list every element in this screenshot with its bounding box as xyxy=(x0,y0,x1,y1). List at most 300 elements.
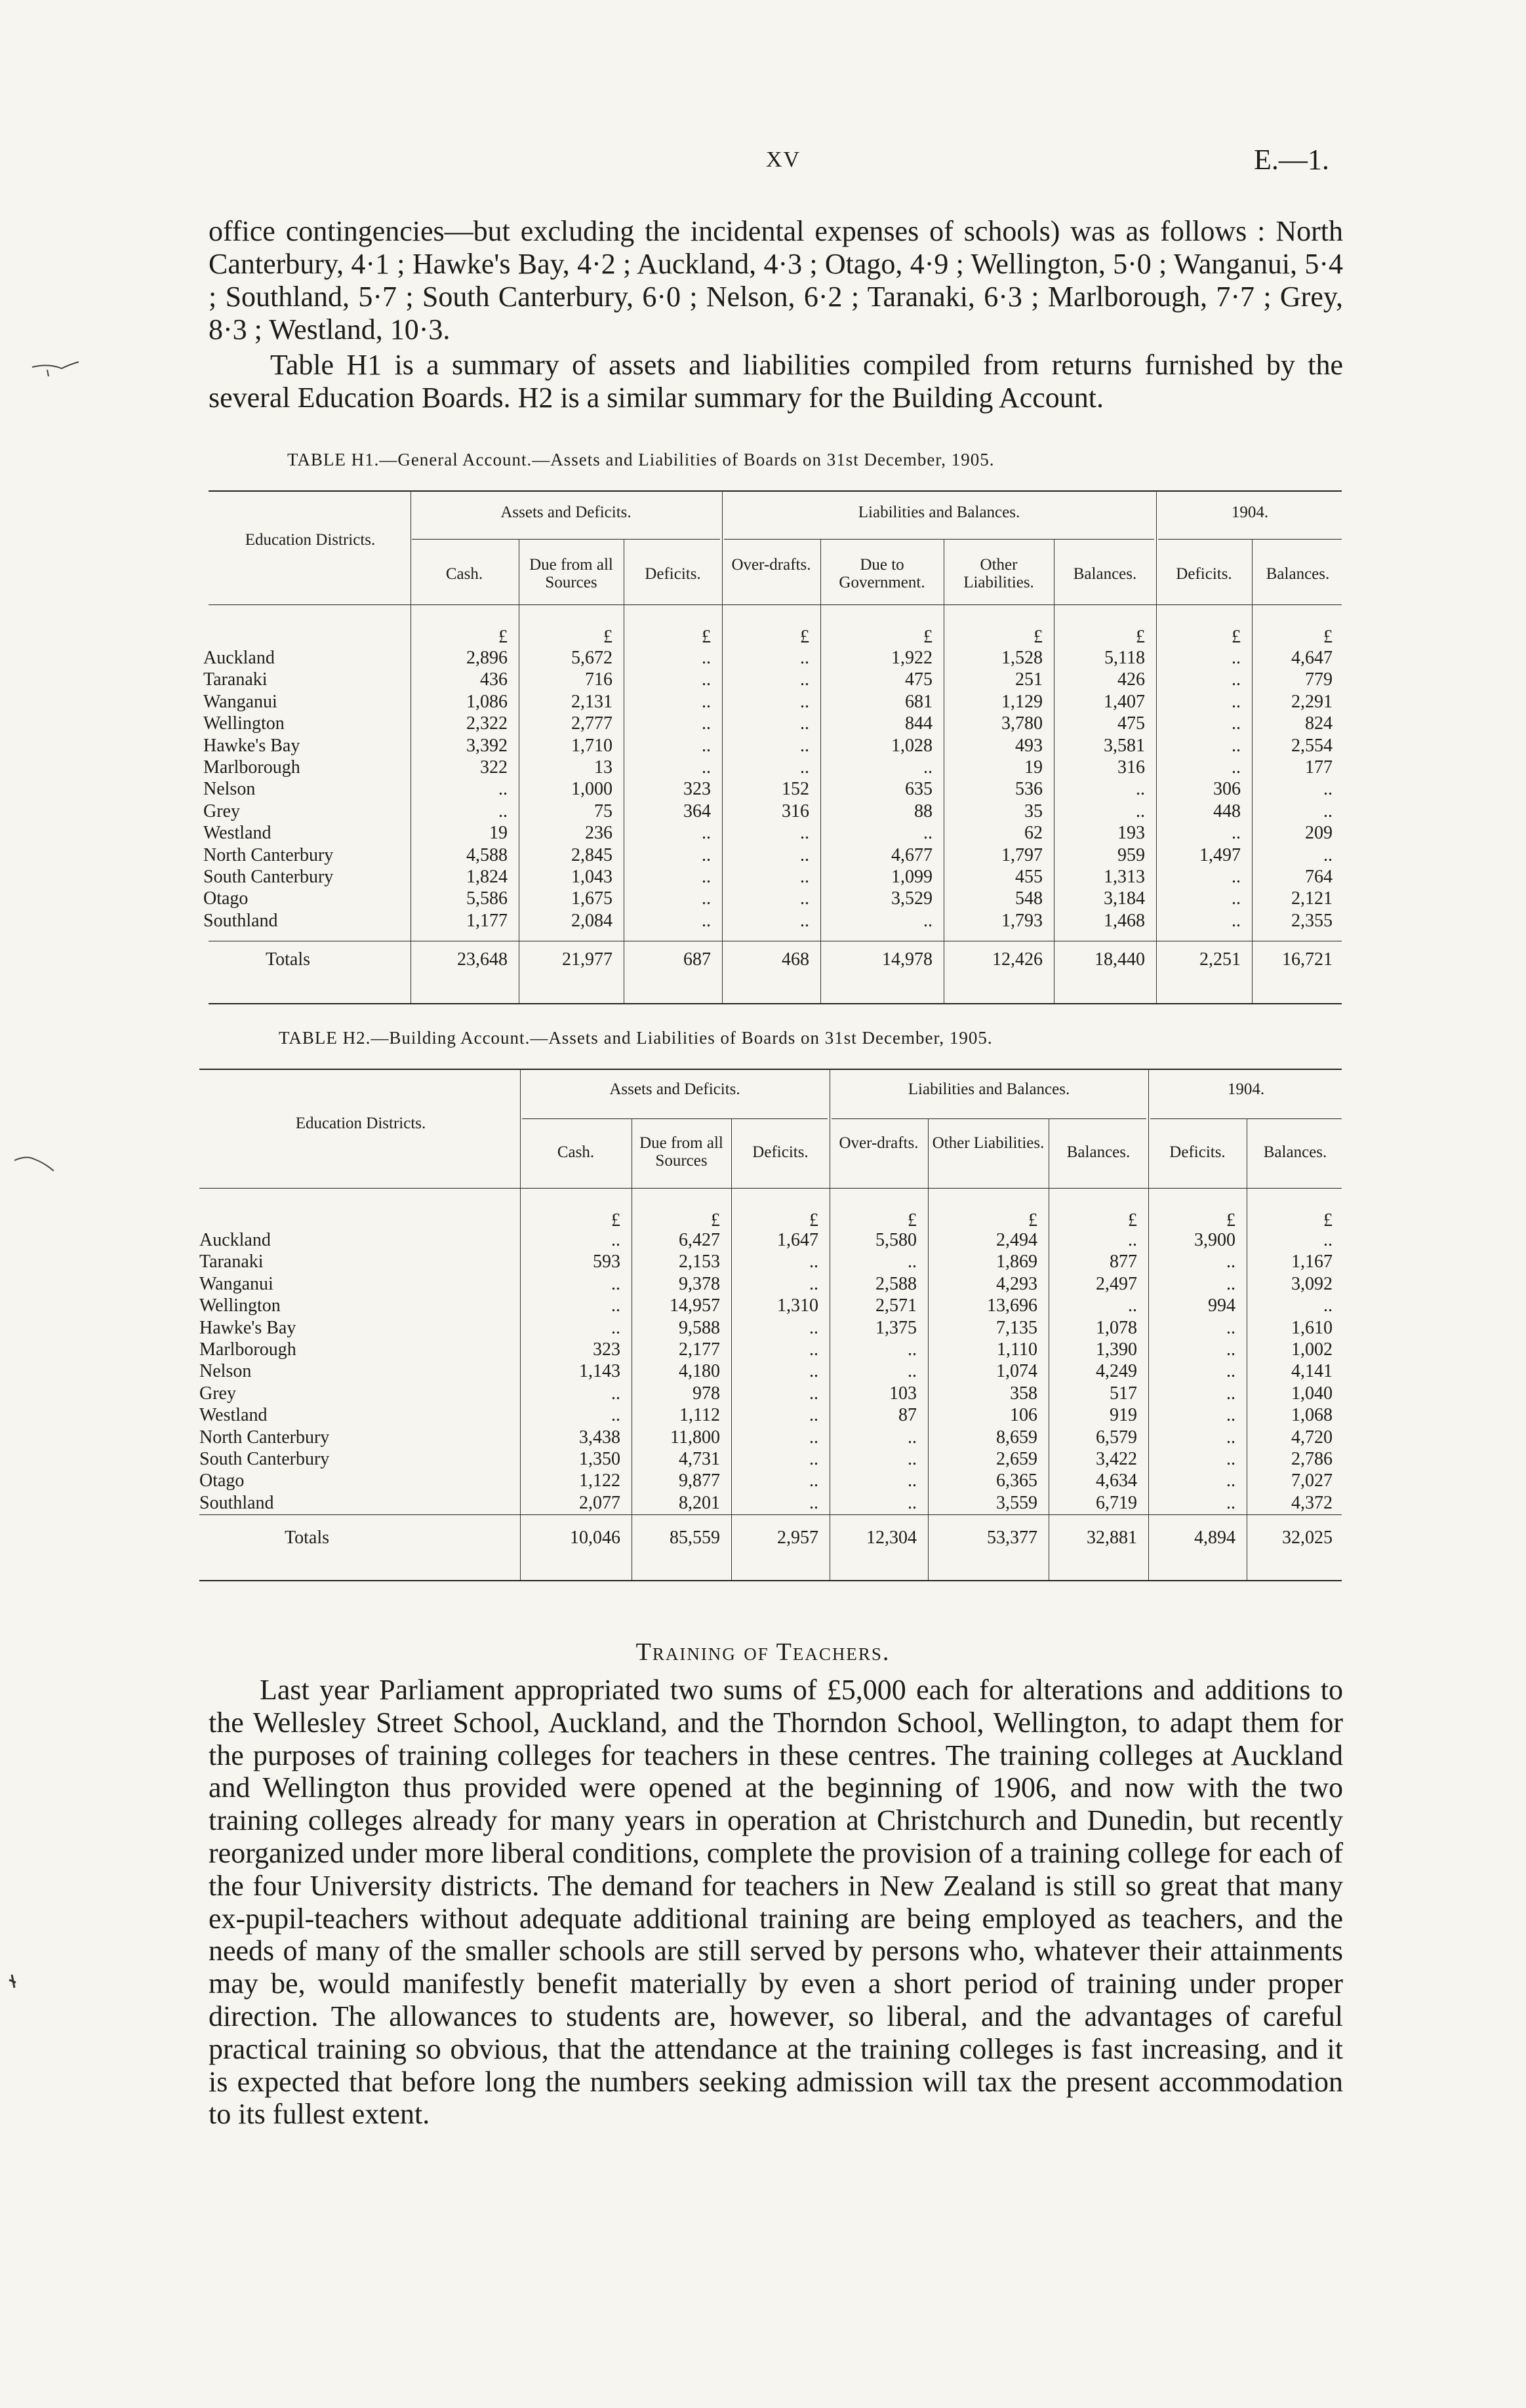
table_h1-cell: .. xyxy=(800,669,809,690)
table_h1-cell: 2,322 xyxy=(466,713,508,734)
table_h1-totals-cell: 14,978 xyxy=(882,949,933,970)
table_h1-cell: 681 xyxy=(905,691,933,712)
table_h1-cell: .. xyxy=(702,757,711,778)
table_h2-totals-cell: 85,559 xyxy=(670,1528,720,1548)
table_h1-cell: .. xyxy=(800,844,809,865)
table-h2-caption: TABLE H2.—Building Account.—Assets and Liabilities of Boards on 31st December, 1905. xyxy=(279,1028,993,1048)
table_h2-cell: 4,720 xyxy=(1291,1427,1333,1448)
table_h1-district-name: Wellington xyxy=(203,713,285,734)
table_h2-totals-cell: 53,377 xyxy=(987,1528,1037,1548)
table_h2-column-divider xyxy=(928,1118,929,1580)
table_h1-district-name: Nelson xyxy=(203,779,256,800)
table_h2-district-name: Wellington xyxy=(199,1295,281,1316)
table_h1-column-header: Other Liabilities. xyxy=(963,556,1034,591)
table_h1-cell: 1,407 xyxy=(1104,691,1145,712)
table_h1-column-divider xyxy=(820,539,821,1003)
table_h1-cell: .. xyxy=(1232,823,1241,844)
table_h2-cell: .. xyxy=(1226,1492,1235,1513)
table_h1-cell: .. xyxy=(800,910,809,931)
table_h2-group-header: Liabilities and Balances. xyxy=(908,1080,1070,1098)
table_h1-cell: 716 xyxy=(585,669,612,690)
table_h2-cell: .. xyxy=(1226,1449,1235,1469)
table_h2-group-header: 1904. xyxy=(1227,1080,1265,1098)
table_h2-cell: 87 xyxy=(898,1405,917,1426)
table_h2-cell: 7,027 xyxy=(1291,1470,1333,1491)
table_h1-cell: 13 xyxy=(594,757,612,778)
table_h1-currency-symbol: £ xyxy=(1232,627,1241,647)
table_h1-cell: 2,121 xyxy=(1291,888,1333,909)
table_h1-cell: 1,710 xyxy=(571,735,612,756)
table_h2-currency-symbol: £ xyxy=(711,1210,720,1231)
table_h2-cell: 4,141 xyxy=(1291,1361,1333,1382)
table_h2-district-name: Taranaki xyxy=(199,1252,264,1273)
table_h1-cell: .. xyxy=(1136,800,1145,821)
table_h1-cell: 4,677 xyxy=(891,844,933,865)
table_h2-district-name: Grey xyxy=(199,1383,236,1404)
table_h2-cell: 106 xyxy=(1010,1405,1037,1426)
table_h2-cell: .. xyxy=(809,1273,818,1294)
table_h2-cell: .. xyxy=(1226,1383,1235,1404)
table_h1-cell: 844 xyxy=(905,713,933,734)
table_h1-cell: .. xyxy=(800,735,809,756)
table_h1-district-name: South Canterbury xyxy=(203,867,334,887)
table_h2-group-rule xyxy=(522,1118,828,1119)
margin-mark-3 xyxy=(3,1972,22,1992)
table_h1-column-header: Balances. xyxy=(1266,565,1330,583)
table_h1-bottom-rule xyxy=(209,1003,1342,1004)
table_h2-cell: 4,634 xyxy=(1096,1470,1137,1491)
table_h1-cell: .. xyxy=(498,779,508,800)
table_h1-cell: 455 xyxy=(1015,867,1043,887)
table_h1-cell: 3,184 xyxy=(1104,888,1145,909)
table_h2-cell: .. xyxy=(908,1361,917,1382)
table_h2-cell: .. xyxy=(611,1405,620,1426)
table_h1-cell: 1,468 xyxy=(1104,910,1145,931)
table_h2-column-header: Deficits. xyxy=(1169,1143,1226,1161)
table_h2-cell: 4,249 xyxy=(1096,1361,1137,1382)
table_h1-cell: 2,777 xyxy=(571,713,612,734)
table_h1-cell: .. xyxy=(1232,648,1241,668)
table_h1-cell: 251 xyxy=(1015,669,1043,690)
table_h2-cell: .. xyxy=(611,1273,620,1294)
table_h1-totals-cell: 687 xyxy=(683,949,711,970)
table_h1-column-header: Due to Government. xyxy=(839,556,925,591)
table_h2-totals-cell: 10,046 xyxy=(570,1528,620,1548)
table_h1-district-name: Marlborough xyxy=(203,757,300,778)
table_h1-cell: .. xyxy=(702,669,711,690)
table_h1-cell: 1,177 xyxy=(466,910,508,931)
table_h2-cell: 2,494 xyxy=(996,1230,1037,1250)
training-paragraph: Last year Parliament appropriated two sums of £5,000 each for alterations and additions to the Wellesley Street School, Auckland, and the Thorndon School, Wellington, to adapt them for the purposes of training colleges for teachers in these centres. The training colleges at Auckland and Wellington thus provided were opened at the beginning of 1906, and now with the two training colleges already for many years in operation at Christchurch and Dunedin, but recently reorganized under more liberal conditions, complete the provision of a training college for each of the four University districts. The demand for teachers in New Zealand is still so great that many ex-pupil-teachers without adequate additional training are being employed as teachers, and the needs of many of the smaller schools are still served by persons who, whatever their attainments may be, would manifestly benefit materially by even a short period of training under proper direction. The allowances to students are, however, so liberal, and the advantages of careful practical training so obvious, that the attendance at the training colleges is fast increasing, and it is expected that before long the numbers seeking admission will tax the present accommodation to its fullest extent. xyxy=(209,1674,1343,2131)
table_h1-cell: 436 xyxy=(480,669,508,690)
table_h2-cell: 978 xyxy=(693,1383,720,1404)
table_h1-cell: 1,497 xyxy=(1199,844,1241,865)
table_h1-cell: 316 xyxy=(782,800,809,821)
table_h1-cell: .. xyxy=(800,867,809,887)
table_h1-cell: .. xyxy=(1232,713,1241,734)
table_h2-cell: 1,068 xyxy=(1291,1405,1333,1426)
table_h1-cell: 1,000 xyxy=(571,779,612,800)
table_h2-currency-symbol: £ xyxy=(809,1210,818,1231)
table_h1-column-header: Over-drafts. xyxy=(731,556,811,574)
table_h1-currency-symbol: £ xyxy=(800,627,809,647)
table_h2-cell: 1,074 xyxy=(996,1361,1037,1382)
table_h2-cell: .. xyxy=(611,1317,620,1338)
table_h1-district-name: North Canterbury xyxy=(203,844,334,865)
table_h2-cell: 2,177 xyxy=(679,1339,720,1360)
table_h2-cell: 4,731 xyxy=(679,1449,720,1469)
table_h2-currency-symbol: £ xyxy=(1323,1210,1333,1231)
table_h1-cell: .. xyxy=(1323,779,1333,800)
table_h2-column-divider xyxy=(520,1069,521,1580)
table_h2-cell: .. xyxy=(1128,1230,1137,1250)
table_h2-cell: .. xyxy=(1226,1405,1235,1426)
table_h2-cell: 3,559 xyxy=(996,1492,1037,1513)
table_h1-cell: .. xyxy=(800,757,809,778)
table_h1-cell: .. xyxy=(702,691,711,712)
table_h2-top-rule xyxy=(199,1069,1342,1070)
table_h1-cell: 1,028 xyxy=(891,735,933,756)
table_h2-cell: .. xyxy=(908,1470,917,1491)
document-reference: E.—1. xyxy=(1254,144,1329,176)
table_h2-district-name: Marlborough xyxy=(199,1339,296,1360)
table_h1-cell: 536 xyxy=(1015,779,1043,800)
table_h1-cell: .. xyxy=(923,823,933,844)
table_h2-currency-symbol: £ xyxy=(1028,1210,1037,1231)
table_h2-totals-cell: 2,957 xyxy=(777,1528,818,1548)
table_h1-totals-cell: 12,426 xyxy=(992,949,1043,970)
table_h1-cell: 764 xyxy=(1305,867,1333,887)
table_h2-cell: 323 xyxy=(593,1339,620,1360)
table_h1-cell: .. xyxy=(702,867,711,887)
table_h1-cell: 1,043 xyxy=(571,867,612,887)
table_h2-cell: 1,375 xyxy=(875,1317,917,1338)
table_h2-cell: 593 xyxy=(593,1252,620,1273)
table_h1-district-name: Westland xyxy=(203,823,271,844)
table_h2-cell: 1,167 xyxy=(1291,1252,1333,1273)
table_h2-district-name: South Canterbury xyxy=(199,1449,330,1469)
table_h1-cell: .. xyxy=(702,844,711,865)
table_h1-column-header: Cash. xyxy=(445,565,483,583)
table_h2-cell: 1,390 xyxy=(1096,1339,1137,1360)
table_h1-cell: 152 xyxy=(782,779,809,800)
table_h2-totals-rule xyxy=(199,1514,1342,1515)
table_h1-header-rule xyxy=(209,604,1342,605)
table_h1-cell: .. xyxy=(702,910,711,931)
table_h1-cell: 3,529 xyxy=(891,888,933,909)
table_h2-cell: 2,571 xyxy=(875,1295,917,1316)
table_h1-cell: 236 xyxy=(585,823,612,844)
intro-paragraph: office contingencies—but excluding the incidental expenses of schools) was as follows : North Canterbury, 4·1 ; Hawke's Bay, 4·2 ; Auckland, 4·3 ; Otago, 4·9 ; Wellington, 5·0 ; Wanganui, 5·4 ; Southland, 5·7 ; South Canterbury, 6·0 ; Nelson, 6·2 ; Taranaki, 6·3 ; Marlborough, 7·7 ; Grey, 8·3 ; Westland, 10·3. xyxy=(209,215,1343,345)
table_h2-cell: .. xyxy=(809,1449,818,1469)
table_h1-currency-symbol: £ xyxy=(1323,627,1333,647)
table_h2-cell: .. xyxy=(908,1252,917,1273)
table_h2-header-rule xyxy=(199,1188,1342,1189)
table_h1-cell: 1,099 xyxy=(891,867,933,887)
table_h1-cell: 1,313 xyxy=(1104,867,1145,887)
page-number: XV xyxy=(766,148,801,172)
table_h1-group-rule xyxy=(724,539,1154,540)
table_h1-cell: .. xyxy=(1136,779,1145,800)
table_h2-cell: 4,180 xyxy=(679,1361,720,1382)
table_h2-group-rule xyxy=(1150,1118,1342,1119)
table_h1-cell: .. xyxy=(800,713,809,734)
table_h2-cell: 1,122 xyxy=(579,1470,620,1491)
table_h1-cell: .. xyxy=(1232,757,1241,778)
table_h1-cell: .. xyxy=(1232,910,1241,931)
table_h1-group-header: Liabilities and Balances. xyxy=(858,503,1020,521)
table_h2-cell: .. xyxy=(1323,1230,1333,1250)
table_h2-currency-symbol: £ xyxy=(611,1210,620,1231)
table_h2-cell: 6,365 xyxy=(996,1470,1037,1491)
table_h1-column-header: Balances. xyxy=(1073,565,1137,583)
table_h1-cell: 323 xyxy=(683,779,711,800)
table_h1-column-divider xyxy=(1156,490,1157,1003)
table_h1-cell: 2,291 xyxy=(1291,691,1333,712)
table_h2-totals-cell: 32,881 xyxy=(1087,1528,1137,1548)
table_h1-cell: 316 xyxy=(1117,757,1145,778)
table_h1-currency-symbol: £ xyxy=(1136,627,1145,647)
table_h1-cell: 779 xyxy=(1305,669,1333,690)
table_h2-currency-symbol: £ xyxy=(1226,1210,1235,1231)
table_h1-cell: 2,554 xyxy=(1291,735,1333,756)
table_h2-cell: 1,040 xyxy=(1291,1383,1333,1404)
table_h2-cell: 7,135 xyxy=(996,1317,1037,1338)
table_h2-cell: 1,647 xyxy=(777,1230,818,1250)
table_h2-cell: 8,659 xyxy=(996,1427,1037,1448)
table_h1-cell: 1,129 xyxy=(1001,691,1043,712)
table_h1-cell: 4,588 xyxy=(466,844,508,865)
table_h1-cell: 635 xyxy=(905,779,933,800)
table_h1-cell: 35 xyxy=(1024,800,1043,821)
table_h2-cell: 1,110 xyxy=(997,1339,1037,1360)
table_h1-cell: .. xyxy=(923,910,933,931)
table_h2-cell: .. xyxy=(809,1383,818,1404)
table_h2-cell: 2,497 xyxy=(1096,1273,1137,1294)
table_h1-cell: 548 xyxy=(1015,888,1043,909)
table_h2-cell: .. xyxy=(809,1361,818,1382)
table_h1-cell: 193 xyxy=(1117,823,1145,844)
table_h2-cell: 1,078 xyxy=(1096,1317,1137,1338)
table_h2-cell: .. xyxy=(809,1492,818,1513)
table_h2-cell: .. xyxy=(1323,1295,1333,1316)
table_h2-cell: 1,610 xyxy=(1291,1317,1333,1338)
table_h1-currency-symbol: £ xyxy=(702,627,711,647)
margin-mark-1 xyxy=(29,353,81,379)
table_h1-cell: .. xyxy=(1232,669,1241,690)
table_h2-cell: 4,372 xyxy=(1291,1492,1333,1513)
table_h2-cell: .. xyxy=(809,1252,818,1273)
table_h1-cell: 4,647 xyxy=(1291,648,1333,668)
table_h2-cell: 877 xyxy=(1110,1252,1137,1273)
table_h2-cell: 994 xyxy=(1208,1295,1235,1316)
table_h2-district-name: Hawke's Bay xyxy=(199,1317,296,1338)
table_h2-totals-cell: 12,304 xyxy=(866,1528,917,1548)
table_h2-cell: 13,696 xyxy=(987,1295,1037,1316)
table_h1-cell: 2,896 xyxy=(466,648,508,668)
table_h1-cell: .. xyxy=(923,757,933,778)
table_h2-cell: 2,659 xyxy=(996,1449,1037,1469)
table-h1-caption: TABLE H1.—General Account.—Assets and Liabilities of Boards on 31st December, 1905. xyxy=(287,450,995,469)
table_h2-district-name: Southland xyxy=(199,1492,274,1513)
table_h2-cell: .. xyxy=(809,1470,818,1491)
table_h1-cell: .. xyxy=(1232,735,1241,756)
table_h2-column-header: Deficits. xyxy=(752,1143,809,1161)
table_h1-cell: 3,780 xyxy=(1001,713,1043,734)
margin-mark-2 xyxy=(12,1149,64,1175)
table_h2-cell: .. xyxy=(611,1383,620,1404)
table_h2-column-divider xyxy=(1148,1069,1149,1580)
table_h1-cell: 3,581 xyxy=(1104,735,1145,756)
table_h2-cell: 3,900 xyxy=(1194,1230,1235,1250)
table_h2-column-header: Over-drafts. xyxy=(839,1134,919,1152)
table_h1-group-header: 1904. xyxy=(1231,503,1269,521)
table_h1-cell: 1,528 xyxy=(1001,648,1043,668)
table_h2-district-header: Education Districts. xyxy=(295,1115,426,1132)
table_h2-cell: 6,719 xyxy=(1096,1492,1137,1513)
table_h2-cell: .. xyxy=(1226,1339,1235,1360)
table_h1-cell: .. xyxy=(702,888,711,909)
table_h2-cell: 1,112 xyxy=(679,1405,720,1426)
table_h1-column-header: Due from all Sources xyxy=(529,556,613,591)
table_h2-cell: .. xyxy=(1226,1427,1235,1448)
table_h1-district-name: Otago xyxy=(203,888,249,909)
table_h2-cell: 5,580 xyxy=(875,1230,917,1250)
table_h1-cell: .. xyxy=(702,713,711,734)
table_h1-cell: 177 xyxy=(1305,757,1333,778)
table_h1-district-name: Hawke's Bay xyxy=(203,735,300,756)
table_h2-cell: .. xyxy=(908,1492,917,1513)
table_h1-column-divider xyxy=(722,490,723,1003)
table_h1-cell: 493 xyxy=(1015,735,1043,756)
table_h1-district-name: Taranaki xyxy=(203,669,268,690)
table_h2-district-name: North Canterbury xyxy=(199,1427,330,1448)
table_h1-cell: 5,586 xyxy=(466,888,508,909)
table_h2-cell: .. xyxy=(809,1317,818,1338)
table_h2-cell: .. xyxy=(1226,1470,1235,1491)
table_h2-cell: 1,002 xyxy=(1291,1339,1333,1360)
table_h1-totals-cell: 16,721 xyxy=(1282,949,1333,970)
table_h1-district-header: Education Districts. xyxy=(245,531,376,549)
table_h2-cell: .. xyxy=(908,1339,917,1360)
table_h1-cell: .. xyxy=(800,823,809,844)
table_h2-column-header: Other Liabilities. xyxy=(932,1134,1045,1152)
table_h2-column-header: Due from all Sources xyxy=(639,1134,723,1170)
table_h1-cell: .. xyxy=(800,648,809,668)
table_h2-totals-cell: 4,894 xyxy=(1194,1528,1235,1548)
table_h1-group-rule xyxy=(1158,539,1342,540)
table_h2-cell: 3,092 xyxy=(1291,1273,1333,1294)
table_h2-cell: 1,143 xyxy=(579,1361,620,1382)
table_h2-cell: .. xyxy=(1226,1317,1235,1338)
table_h1-column-header: Deficits. xyxy=(1176,565,1232,583)
table_h1-cell: 5,118 xyxy=(1104,648,1145,668)
table_h1-cell: 2,084 xyxy=(571,910,612,931)
table_h1-cell: 1,797 xyxy=(1001,844,1043,865)
table_h2-cell: 2,588 xyxy=(875,1273,917,1294)
table_h1-district-name: Auckland xyxy=(203,648,275,668)
table_h1-group-header: Assets and Deficits. xyxy=(500,503,632,521)
table_h2-totals-label: Totals xyxy=(285,1528,330,1548)
table_h1-cell: .. xyxy=(1323,800,1333,821)
table_h1-cell: 824 xyxy=(1305,713,1333,734)
table_h2-district-name: Otago xyxy=(199,1470,245,1491)
table_h1-column-divider xyxy=(1252,539,1253,1003)
table_h2-cell: .. xyxy=(1128,1295,1137,1316)
table_h2-group-rule xyxy=(832,1118,1146,1119)
table_h1-column-header: Deficits. xyxy=(645,565,701,583)
table_h1-group-rule xyxy=(412,539,720,540)
table_h2-column-header: Cash. xyxy=(557,1143,595,1161)
table_h2-currency-symbol: £ xyxy=(1128,1210,1137,1231)
table_h1-cell: 2,845 xyxy=(571,844,612,865)
table-h1-intro-paragraph: Table H1 is a summary of assets and liabilities compiled from returns furnished by the several Education Boards. H2 is a similar summary for the Building Account. xyxy=(209,349,1343,414)
table_h1-currency-symbol: £ xyxy=(1034,627,1043,647)
table_h1-totals-cell: 21,977 xyxy=(562,949,612,970)
table_h1-totals-cell: 2,251 xyxy=(1199,949,1241,970)
table_h1-cell: 5,672 xyxy=(571,648,612,668)
table_h1-cell: 475 xyxy=(1117,713,1145,734)
table_h2-district-name: Wanganui xyxy=(199,1273,273,1294)
table_h1-cell: .. xyxy=(800,888,809,909)
table_h2-cell: 2,786 xyxy=(1291,1449,1333,1469)
table_h2-cell: .. xyxy=(809,1339,818,1360)
table_h2-column-divider xyxy=(731,1118,732,1580)
table_h1-cell: .. xyxy=(702,648,711,668)
table_h2-cell: 8,201 xyxy=(679,1492,720,1513)
table_h2-column-header: Balances. xyxy=(1066,1143,1131,1161)
table_h1-cell: 306 xyxy=(1213,779,1241,800)
table_h2-cell: .. xyxy=(809,1405,818,1426)
table_h1-cell: 959 xyxy=(1117,844,1145,865)
table_h1-cell: 75 xyxy=(594,800,612,821)
table_h2-group-header: Assets and Deficits. xyxy=(609,1080,740,1098)
table_h1-cell: 426 xyxy=(1117,669,1145,690)
table_h2-currency-symbol: £ xyxy=(908,1210,917,1231)
table_h1-cell: 1,675 xyxy=(571,888,612,909)
table_h1-totals-cell: 468 xyxy=(782,949,809,970)
table_h1-cell: 1,922 xyxy=(891,648,933,668)
table_h2-cell: 517 xyxy=(1110,1383,1137,1404)
table_h2-district-name: Nelson xyxy=(199,1361,252,1382)
table_h1-cell: 3,392 xyxy=(466,735,508,756)
table_h1-cell: 1,793 xyxy=(1001,910,1043,931)
table_h1-totals-cell: 23,648 xyxy=(457,949,508,970)
table_h2-cell: 6,427 xyxy=(679,1230,720,1250)
table_h1-cell: 19 xyxy=(489,823,508,844)
table_h2-cell: 1,869 xyxy=(996,1252,1037,1273)
table_h2-cell: .. xyxy=(809,1427,818,1448)
table_h1-totals-label: Totals xyxy=(266,949,311,970)
table_h1-totals-cell: 18,440 xyxy=(1094,949,1145,970)
table_h1-district-name: Wanganui xyxy=(203,691,277,712)
table_h2-cell: 1,350 xyxy=(579,1449,620,1469)
training-heading: Training of Teachers. xyxy=(635,1638,891,1666)
table_h2-cell: 1,310 xyxy=(777,1295,818,1316)
table_h2-cell: 3,438 xyxy=(579,1427,620,1448)
table_h1-cell: .. xyxy=(1323,844,1333,865)
table_h2-cell: 9,877 xyxy=(679,1470,720,1491)
table_h2-cell: 3,422 xyxy=(1096,1449,1137,1469)
table_h1-currency-symbol: £ xyxy=(498,627,508,647)
table_h1-cell: 2,131 xyxy=(571,691,612,712)
table_h1-cell: 62 xyxy=(1024,823,1043,844)
table_h1-cell: .. xyxy=(1232,691,1241,712)
table_h2-cell: 14,957 xyxy=(670,1295,720,1316)
table_h2-cell: .. xyxy=(1226,1361,1235,1382)
table_h2-district-name: Westland xyxy=(199,1405,268,1426)
table_h1-cell: 1,086 xyxy=(466,691,508,712)
